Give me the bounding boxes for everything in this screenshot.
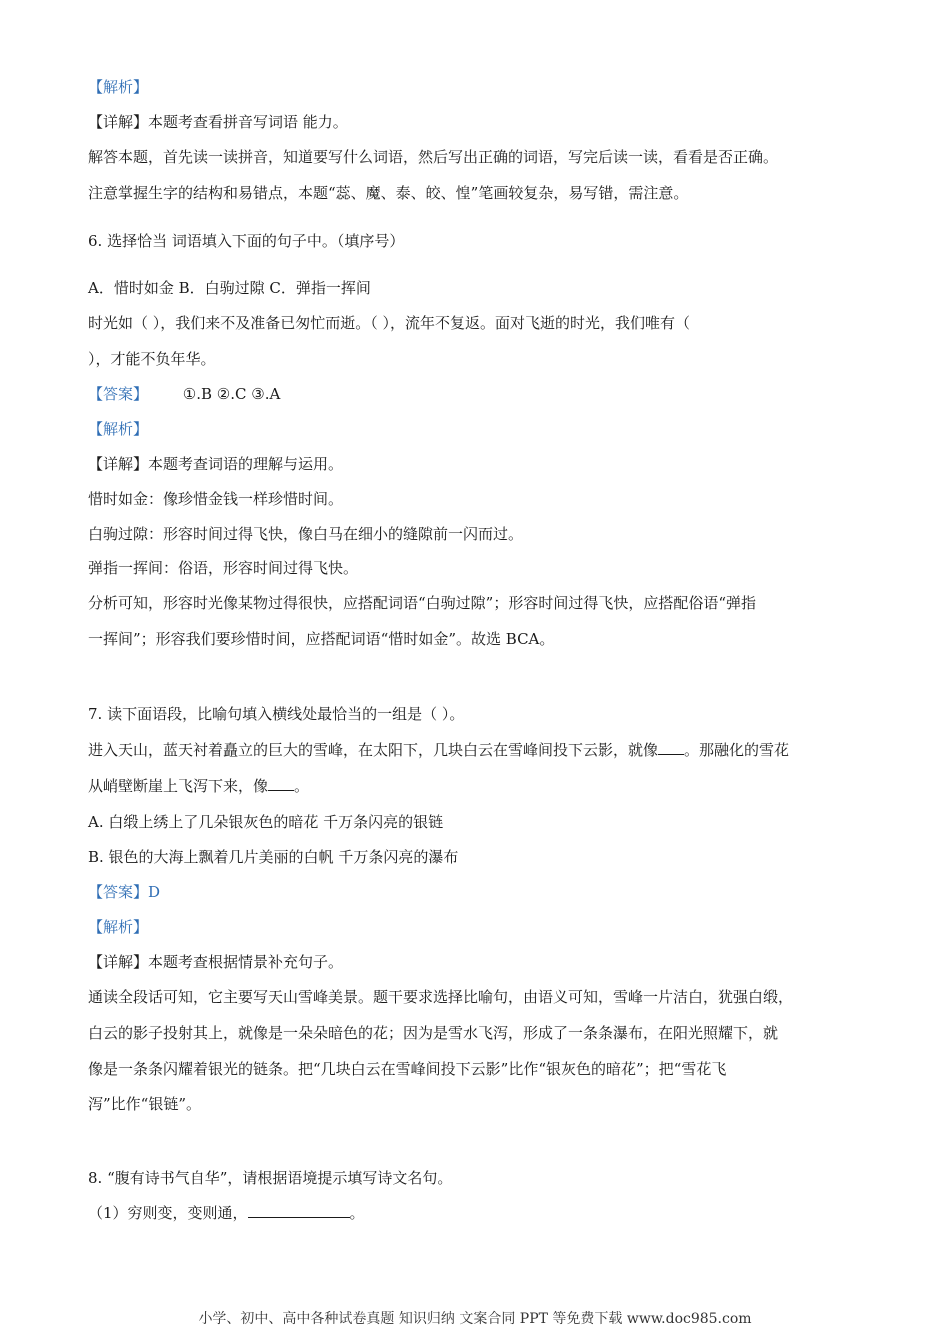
page-footer: 小学、初中、高中各种试卷真题 知识归纳 文案合同 PPT 等免费下载 www.doc985.com (198, 1311, 752, 1327)
q8-stem: 8. “腹有诗书气自华”，请根据语境提示填写诗文名句。 (88, 1169, 453, 1187)
q7-analysis-4: 泻”比作“银链”。 (88, 1095, 202, 1113)
q8-item-1: （1）穷则变，变则通， 。 (88, 1204, 365, 1222)
analysis-tag: 【解析】 (88, 918, 149, 936)
q6-answer-value: ①.B ②.C ③.A (182, 385, 281, 403)
q5-detail: 【详解】本题考查看拼音写词语 能力。 (88, 113, 348, 131)
q6-analysis-2: 一挥间”；形容我们要珍惜时间，应搭配词语“惜时如金”。故选 BCA。 (88, 630, 555, 648)
q6-sentence-1: 时光如（ ），我们来不及准备已匆忙而逝。（ ），流年不复返。面对飞逝的时光，我们唯有（ (88, 314, 691, 332)
answer-tag: 【答案】 (88, 883, 149, 901)
q7-analysis-2: 白云的影子投射其上，就像是一朵朵暗色的花；因为是雪水飞泻，形成了一条条瀑布，在阳光照耀下，就 (88, 1024, 779, 1042)
blank-line (248, 1203, 350, 1218)
q7-stem: 7. 读下面语段，比喻句填入横线处最恰当的一组是（ ）。 (88, 705, 465, 723)
q7-passage-1: 进入天山，蓝天衬着矗立的巨大的雪峰，在太阳下，几块白云在雪峰间投下云影，就像 。那融化的雪花 (88, 741, 790, 759)
q6-options: A．惜时如金 B．白驹过隙 C．弹指一挥间 (88, 279, 371, 297)
blank-line (268, 776, 294, 791)
q7-answer-value: D (148, 883, 161, 901)
q6-stem: 6. 选择恰当 词语填入下面的句子中。（填序号） (88, 232, 405, 250)
q6-detail: 【详解】本题考查词语的理解与运用。 (88, 455, 344, 473)
q6-definition-3: 弹指一挥间：俗语，形容时间过得飞快。 (88, 559, 359, 577)
analysis-tag: 【解析】 (88, 78, 149, 96)
q6-definition-1: 惜时如金：像珍惜金钱一样珍惜时间。 (88, 490, 344, 508)
q7-detail: 【详解】本题考查根据情景补充句子。 (88, 953, 344, 971)
blank-line (658, 740, 684, 755)
q6-sentence-2: ），才能不负年华。 (88, 350, 216, 368)
analysis-tag: 【解析】 (88, 420, 149, 438)
q7-option-a: A. 白缎上绣上了几朵银灰色的暗花 千万条闪亮的银链 (88, 813, 444, 831)
q6-analysis-1: 分析可知，形容时光像某物过得很快，应搭配词语“白驹过隙”；形容时间过得飞快，应搭配俗语“弹指 (88, 594, 757, 612)
q7-passage-2: 从峭壁断崖上飞泻下来，像 。 (88, 777, 310, 795)
q7-analysis-1: 通读全段话可知，它主要写天山雪峰美景。题干要求选择比喻句，由语义可知，雪峰一片洁白，犹强白缎， (88, 988, 794, 1006)
q7-analysis-3: 像是一条条闪耀着银光的链条。把“几块白云在雪峰间投下云影”比作“银灰色的暗花”；把“雪花飞 (88, 1060, 727, 1078)
q7-option-b: B. 银色的大海上飘着几片美丽的白帆 千万条闪亮的瀑布 (88, 848, 459, 866)
answer-tag: 【答案】 (88, 385, 149, 403)
q5-paragraph-1: 解答本题，首先读一读拼音，知道要写什么词语，然后写出正确的词语，写完后读一读，看看是否正确。 (88, 148, 779, 166)
q6-answer-row (88, 384, 280, 404)
q6-definition-2: 白驹过隙：形容时间过得飞快，像白马在细小的缝隙前一闪而过。 (88, 525, 524, 543)
q5-paragraph-2: 注意掌握生字的结构和易错点，本题“蕊、魔、泰、皎、惶”笔画较复杂，易写错，需注意。 (88, 184, 689, 202)
q7-answer-row (88, 882, 160, 902)
